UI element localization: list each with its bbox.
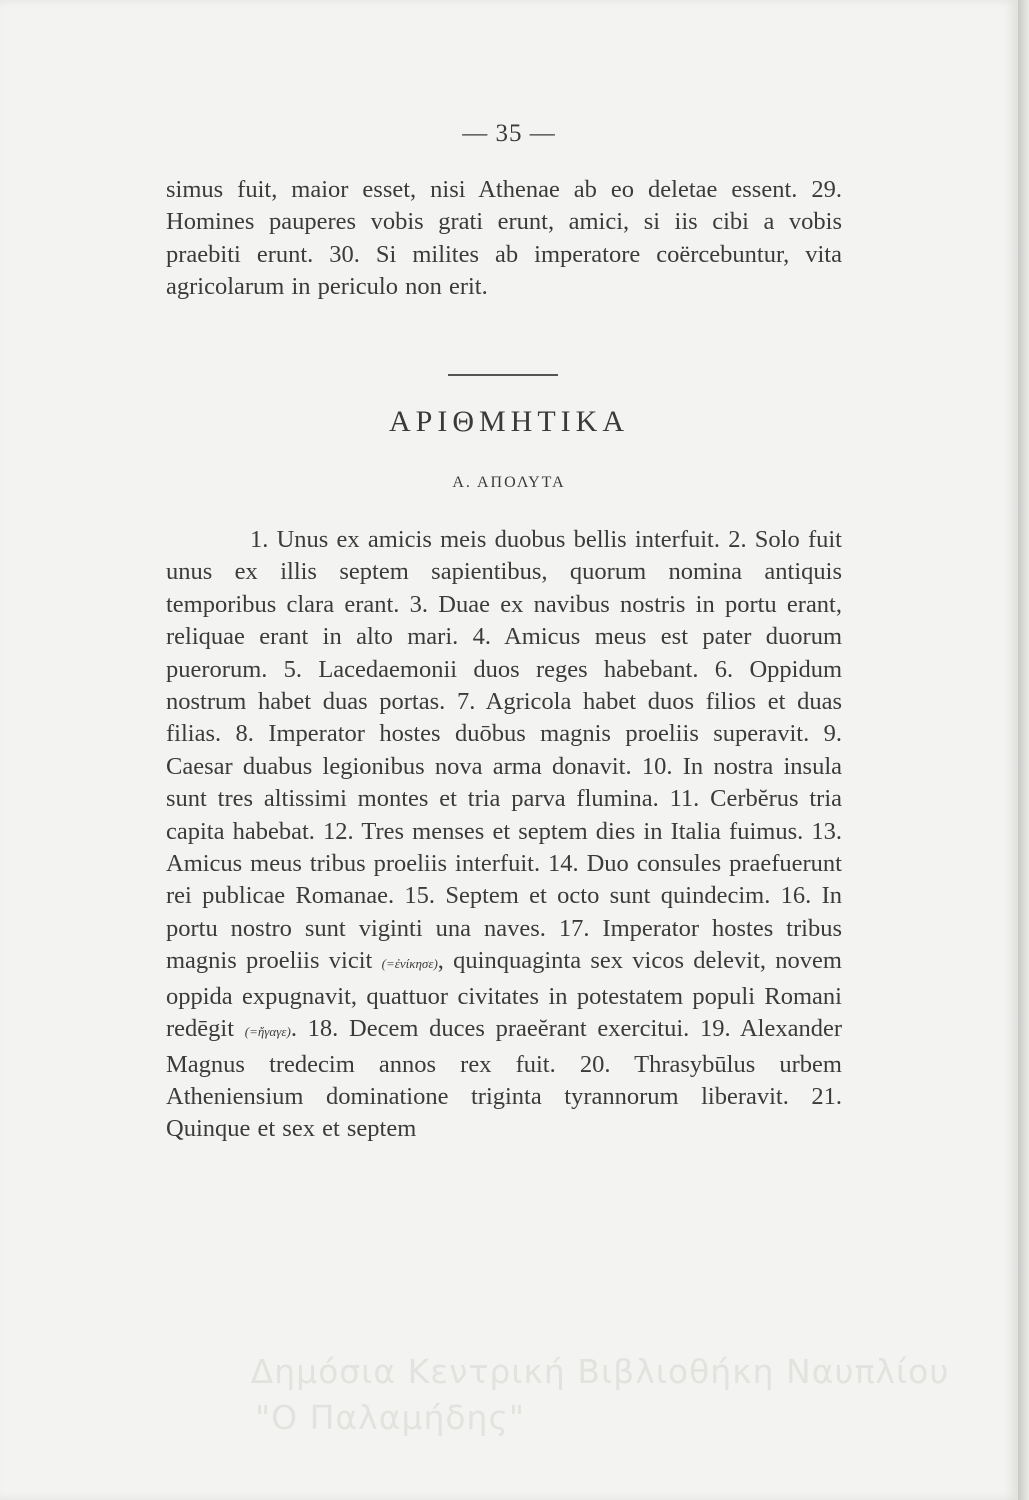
page-number: — 35 — bbox=[462, 120, 556, 147]
greek-gloss-1: (=ἐνίκησε) bbox=[381, 956, 438, 972]
intro-paragraph: simus fuit, maior esset, nisi Athenae ab eo deletae essent. 29. Homines pauperes vobis grati erunt, amici, si iis cibi a vobis praebiti erunt. 30. Si milites ab imperatore coërcebuntur, vita agricolarum in periculo non erit. bbox=[166, 176, 842, 301]
exercise-text-part-1: 1. Unus ex amicis meis duobus bellis interfuit. 2. Solo fuit unus ex illis septem sapientibus, quorum nomina antiquis temporibus clara erant. 3. Duae ex navibus nostris in portu erant, reliquae erant in alto mari. 4. Amicus meus est pater duorum puerorum. 5. Lacedaemonii duos reges habebant. 6. Oppidum nostrum habet duas portas. 7. Agricola habet duos filios et duas filias. 8. Imperator hostes duōbus magnis proeliis superavit. 9. Caesar duabus legionibus nova arma donavit. 10. In nostra insula sunt tres altissimi montes et tria parva flumina. 11. Cerbĕrus tria capita habebat. 12. Tres menses et septem dies in Italia fuimus. 13. Amicus meus tribus proeliis interfuit. 14. Duo consules praefuerunt rei publicae Romanae. 15. Septem et octo sunt quindecim. 16. In portu nostro sunt viginti una naves. 17. Imperator hostes tribus magnis proeliis vicit bbox=[166, 526, 842, 975]
section-divider bbox=[448, 374, 558, 376]
exercise-paragraph bbox=[166, 524, 842, 1146]
section-title: ΑΡΙΘΜΗΤΙΚΑ bbox=[389, 405, 629, 438]
exercise-text-part-2: , quinquaginta sex vicos delevit, novem oppida expugnavit, quattuor civitates in potestatem populi Romani redēgit bbox=[166, 947, 842, 1043]
library-watermark-line-2: "Ο Παλαμήδης" bbox=[254, 1398, 526, 1437]
page-edge bbox=[1018, 0, 1029, 1500]
greek-gloss-2: (=ἤγαγε) bbox=[244, 1024, 291, 1040]
subsection-title: Α. ΑΠΟΛΥΤΑ bbox=[452, 474, 566, 491]
library-watermark-line-1: Δημόσια Κεντρική Βιβλιοθήκη Ναυπλίου bbox=[250, 1352, 950, 1391]
exercise-text-part-3: . 18. Decem duces praeĕrant exercitui. 19. Alexander Magnus tredecim annos rex fuit. 20. Thrasybūlus urbem Atheniensium dominatione triginta tyrannorum liberavit. 21. Quinque et sex et septem bbox=[166, 1015, 842, 1143]
